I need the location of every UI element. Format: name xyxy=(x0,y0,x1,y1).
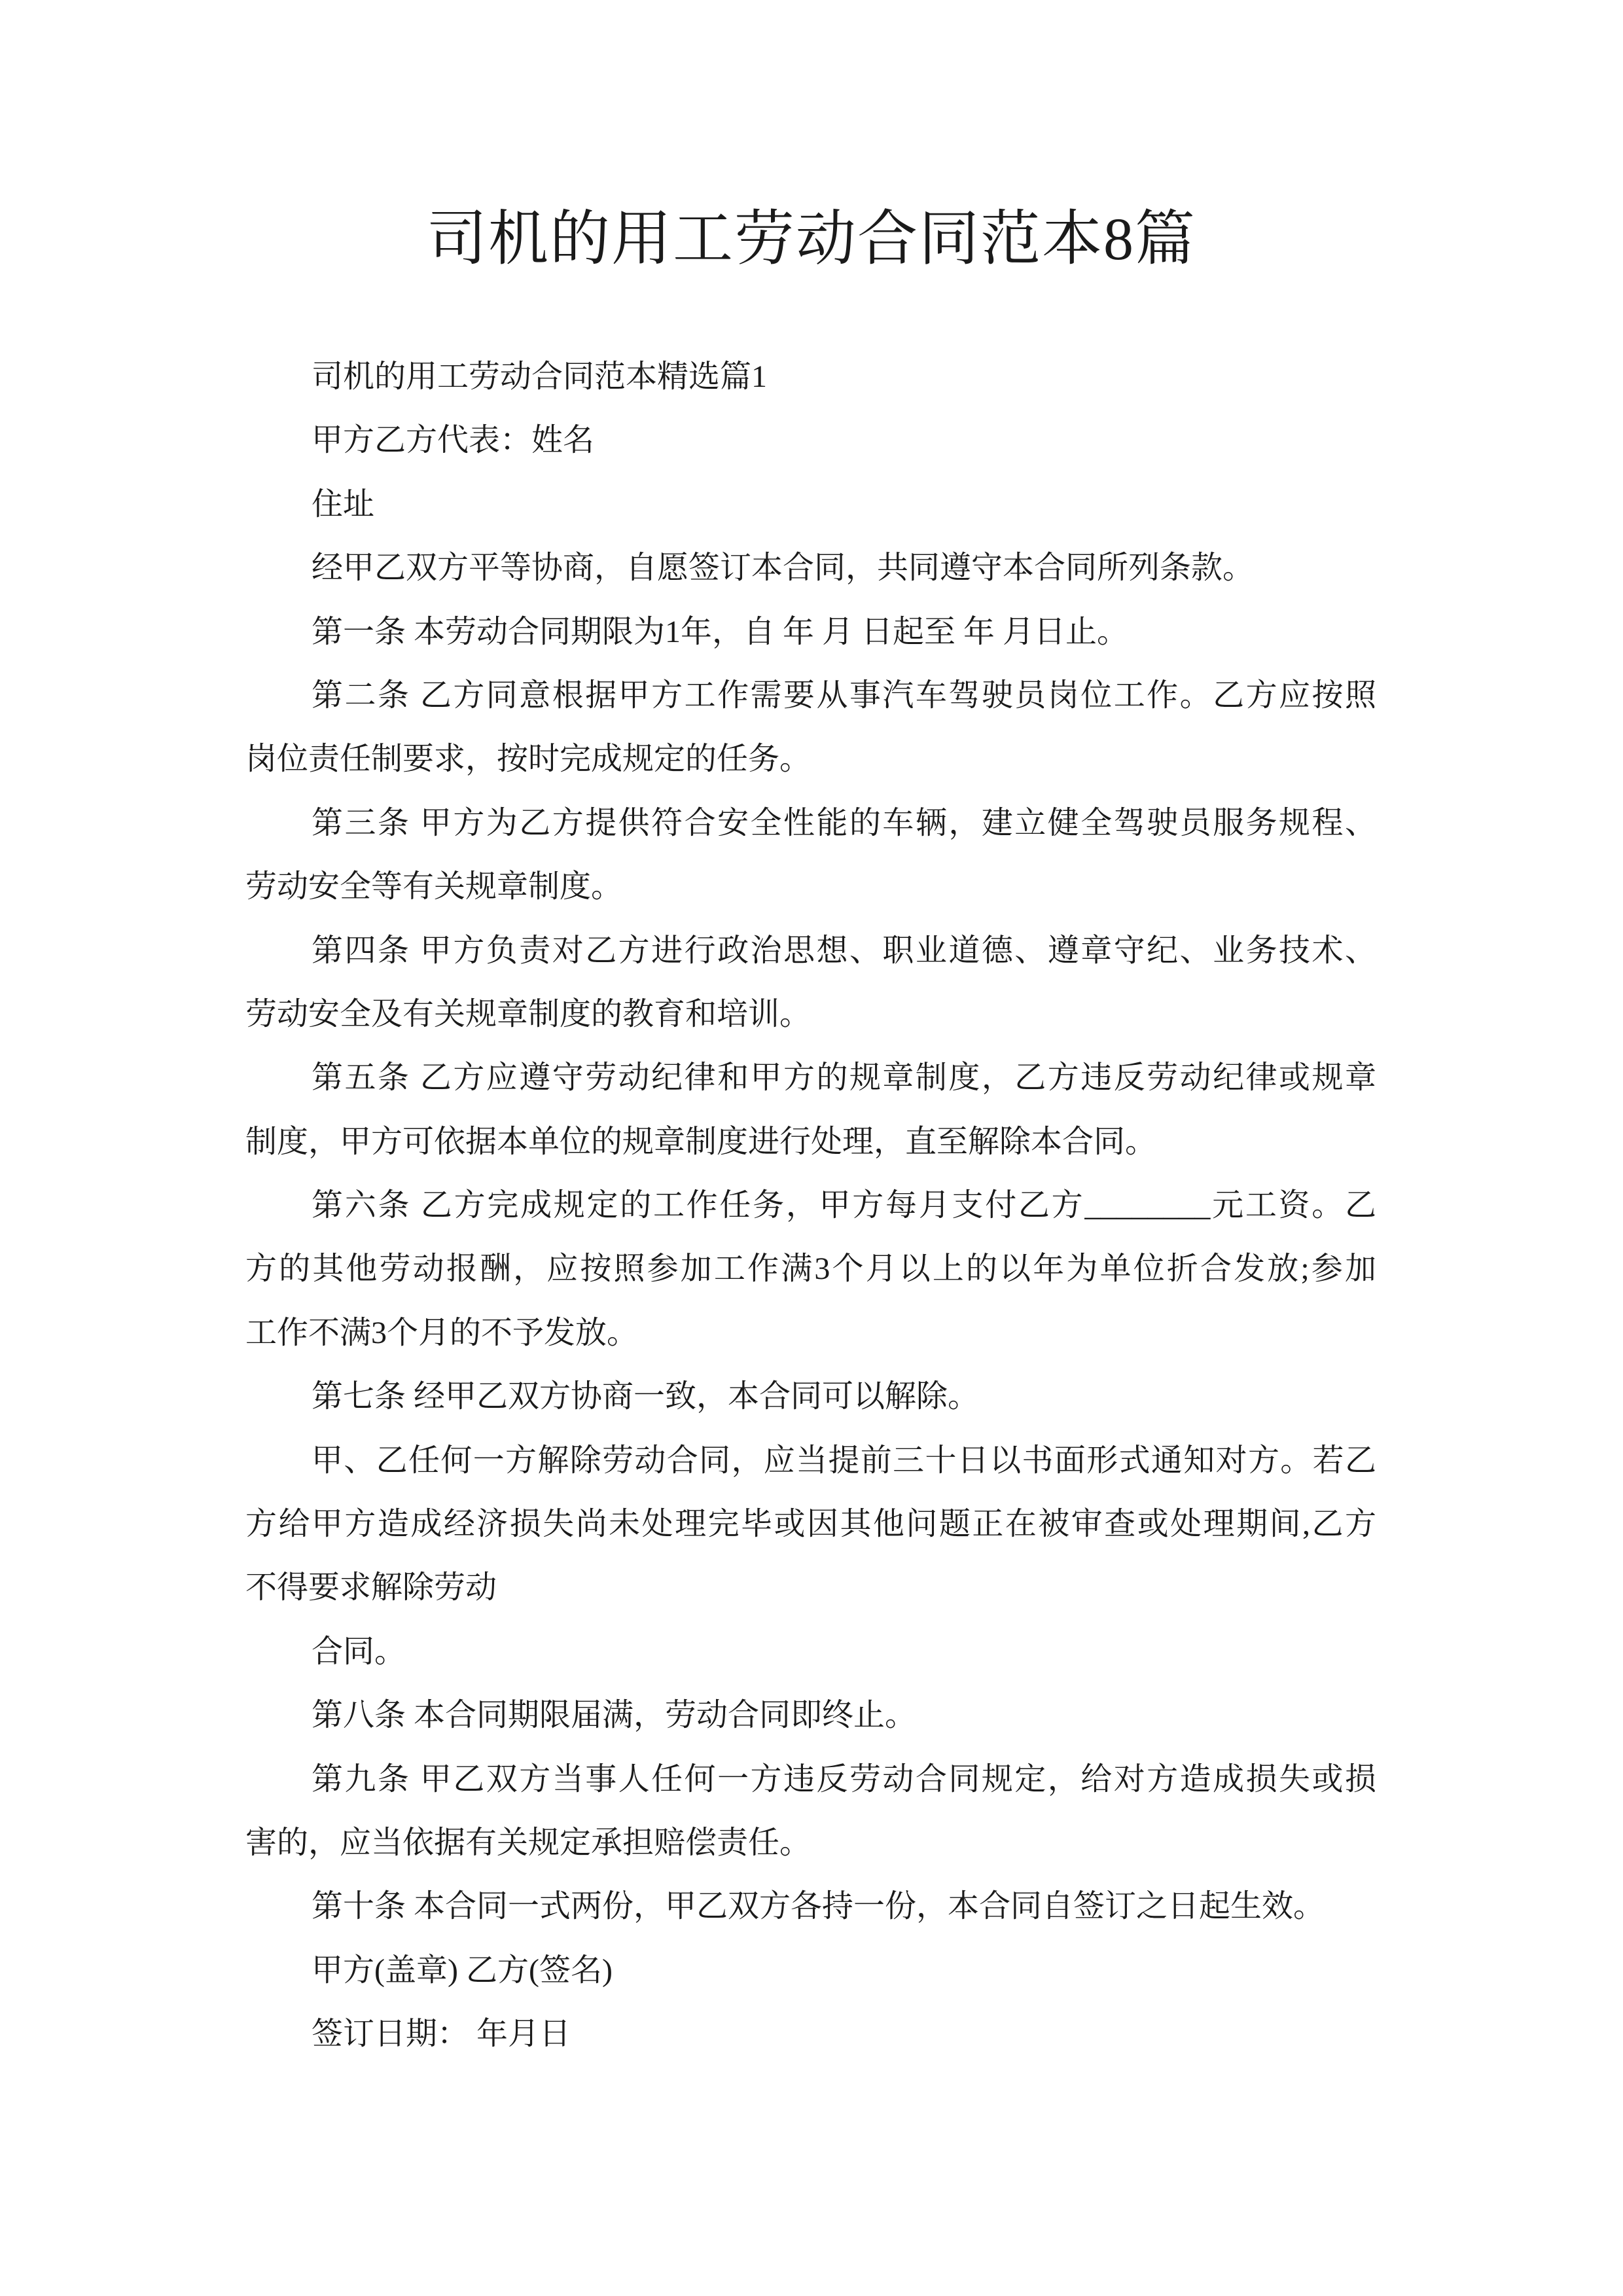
text-line: 第二条 乙方同意根据甲方工作需要从事汽车驾驶员岗位工作。乙方应按照 xyxy=(312,677,1376,713)
text-line: 第九条 甲乙双方当事人任何一方违反劳动合同规定，给对方造成损失或损 xyxy=(312,1761,1376,1797)
text-line: 司机的用工劳动合同范本精选篇1 xyxy=(312,359,768,394)
text-line: 害的，应当依据有关规定承担赔偿责任。 xyxy=(245,1825,812,1860)
document-body xyxy=(245,345,1376,2066)
text-line: 工作不满3个月的不予发放。 xyxy=(245,1315,639,1350)
text-line: 甲方乙方代表：姓名 xyxy=(312,423,595,458)
text-line: 第八条 本合同期限届满，劳动合同即终止。 xyxy=(312,1698,917,1733)
text-line: 制度，甲方可依据本单位的规章制度进行处理，直至解除本合同。 xyxy=(245,1124,1157,1159)
text-line: 方的其他劳动报酬，应按照参加工作满3个月以上的以年为单位折合发放;参加 xyxy=(245,1251,1376,1287)
text-line: 经甲乙双方平等协商，自愿签订本合同，共同遵守本合同所列条款。 xyxy=(312,550,1255,586)
text-line: 甲、乙任何一方解除劳动合同，应当提前三十日以书面形式通知对方。若乙 xyxy=(312,1443,1376,1478)
text-line: 第六条 乙方完成规定的工作任务，甲方每月支付乙方________元工资。乙 xyxy=(312,1188,1376,1223)
text-line: 岗位责任制要求，按时完成规定的任务。 xyxy=(245,742,812,777)
text-line: 劳动安全等有关规章制度。 xyxy=(245,869,623,905)
text-line: 签订日期： 年月日 xyxy=(312,2017,571,2052)
text-line: 住址 xyxy=(312,486,375,522)
text-line: 方给甲方造成经济损失尚未处理完毕或因其他问题正在被审查或处理期间,乙方 xyxy=(245,1507,1376,1542)
text-line: 甲方(盖章) 乙方(签名) xyxy=(312,1952,613,1988)
text-line: 第七条 经甲乙双方协商一致，本合同可以解除。 xyxy=(312,1379,980,1414)
text-line: 劳动安全及有关规章制度的教育和培训。 xyxy=(245,996,812,1031)
text-line: 第四条 甲方负责对乙方进行政治思想、职业道德、遵章守纪、业务技术、 xyxy=(312,933,1376,968)
text-line: 第五条 乙方应遵守劳动纪律和甲方的规章制度，乙方违反劳动纪律或规章 xyxy=(312,1060,1376,1096)
text-line: 合同。 xyxy=(312,1634,406,1669)
text-line: 第十条 本合同一式两份，甲乙双方各持一份，本合同自签订之日起生效。 xyxy=(312,1889,1325,1924)
text-line: 不得要求解除劳动 xyxy=(245,1570,497,1605)
document-title: 司机的用工劳动合同范本8篇 xyxy=(426,206,1196,272)
text-line: 第一条 本劳动合同期限为1年，自 年 月 日起至 年 月日止。 xyxy=(312,614,1129,649)
text-line: 第三条 甲方为乙方提供符合安全性能的车辆，建立健全驾驶员服务规程、 xyxy=(312,805,1376,840)
